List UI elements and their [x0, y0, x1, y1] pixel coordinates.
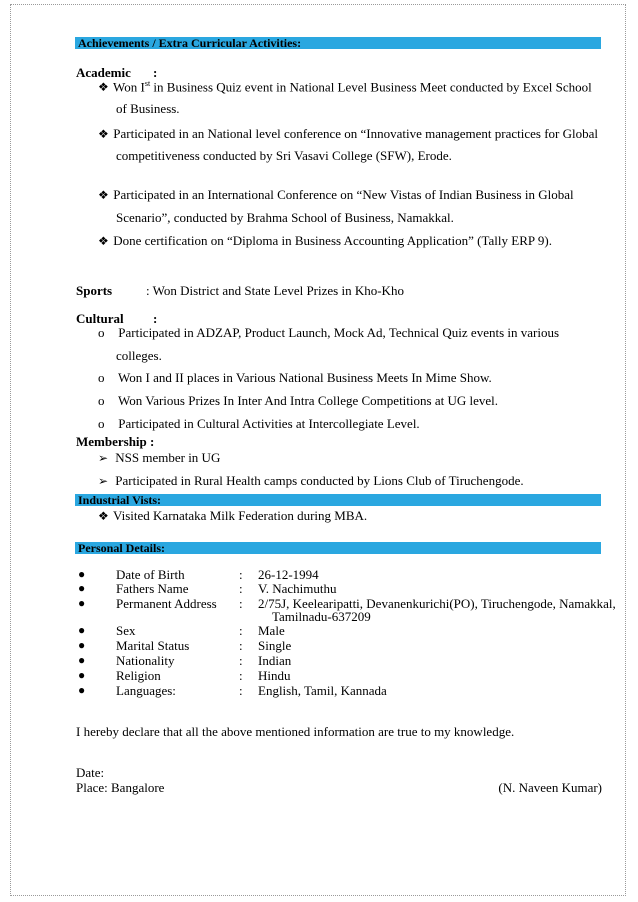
- arrow-bullet-icon: ➢: [98, 451, 109, 465]
- bullet-icon: ●: [78, 653, 86, 667]
- cultural-item-3: o Won Various Prizes In Inter And Intra College Competitions at UG level.: [98, 393, 498, 408]
- bullet-icon: ●: [78, 638, 86, 652]
- academic-colon: :: [153, 65, 158, 80]
- cultural-item-1: o Participated in ADZAP, Product Launch, Mock Ad, Technical Quiz events in various: [98, 325, 560, 340]
- membership-label: Membership :: [76, 434, 155, 449]
- industrial-item: ❖ Visited Karnataka Milk Federation during MBA.: [98, 508, 368, 523]
- diamond-bullet-icon: ❖: [98, 127, 109, 141]
- circle-bullet-icon: o: [98, 416, 105, 431]
- date-label: Date:: [76, 765, 105, 780]
- achievements-heading: Achievements / Extra Curricular Activities:: [75, 37, 601, 49]
- circle-bullet-icon: o: [98, 393, 105, 408]
- place-label: Place: Bangalore: [76, 780, 165, 795]
- diamond-bullet-icon: ❖: [98, 80, 109, 95]
- academic-item-3: ❖ Participated in an International Conference on “New Vistas of Indian Business in Global: [98, 187, 574, 202]
- diamond-bullet-icon: ❖: [98, 509, 109, 523]
- academic-item-3-line2: Scenario”, conducted by Brahma School of Business, Namakkal.: [116, 210, 454, 225]
- academic-item-2-line2: competitiveness conducted by Sri Vasavi College (SFW), Erode.: [116, 148, 452, 163]
- membership-item-2: ➢ Participated in Rural Health camps conducted by Lions Club of Tiruchengode.: [98, 473, 524, 488]
- cultural-item-2: o Won I and II places in Various National Business Meets In Mime Show.: [98, 370, 492, 385]
- personal-heading: Personal Details:: [75, 542, 601, 554]
- cultural-item-4: o Participated in Cultural Activities at Intercollegiate Level.: [98, 416, 420, 431]
- cultural-label: Cultural: [76, 311, 124, 326]
- sports-value: : Won District and State Level Prizes in Kho-Kho: [146, 283, 404, 298]
- signature-name: (N. Naveen Kumar): [498, 780, 602, 795]
- declaration-text: I hereby declare that all the above mentioned information are true to my knowledge.: [76, 724, 515, 739]
- academic-item-4: ❖ Done certification on “Diploma in Business Accounting Application” (Tally ERP 9).: [98, 233, 552, 248]
- sports-label: Sports: [76, 283, 113, 298]
- membership-item-1: ➢ NSS member in UG: [98, 450, 221, 465]
- bullet-icon: ●: [78, 683, 86, 697]
- cultural-colon: :: [153, 311, 158, 326]
- industrial-heading: Industrial Vists:: [75, 494, 601, 506]
- diamond-bullet-icon: ❖: [98, 188, 109, 202]
- academic-item-2: ❖ Participated in an National level conference on “Innovative management practices for Global: [98, 126, 599, 141]
- academic-label: Academic: [76, 65, 131, 80]
- academic-item-1-line2: of Business.: [116, 101, 180, 116]
- bullet-icon: ●: [78, 567, 86, 581]
- bullet-icon: ●: [78, 581, 86, 595]
- circle-bullet-icon: o: [98, 325, 105, 340]
- diamond-bullet-icon: ❖: [98, 234, 109, 248]
- bullet-icon: ●: [78, 596, 86, 610]
- bullet-icon: ●: [78, 668, 86, 682]
- bullet-icon: ●: [78, 623, 86, 637]
- circle-bullet-icon: o: [98, 370, 105, 385]
- arrow-bullet-icon: ➢: [98, 474, 109, 488]
- cultural-item-1-line2: colleges.: [116, 348, 162, 363]
- academic-item-1: ❖ Won Ist in Business Quiz event in National Level Business Meet conducted by Excel School: [98, 79, 592, 95]
